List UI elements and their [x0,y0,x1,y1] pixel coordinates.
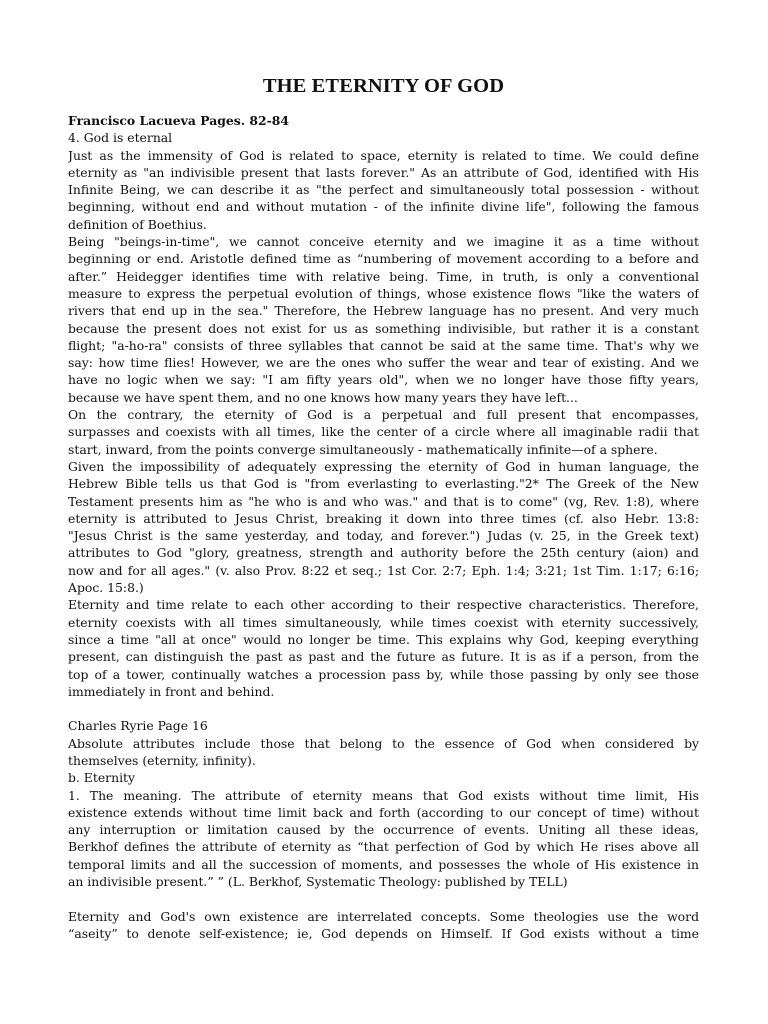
text-line: an indivisible present.” ” (L. Berkhof, Systematic Theology: published by TELL) [68,874,568,890]
text-line: because the present does not exist for us as something indivisible, but rather it is a constant [68,320,699,336]
text-line: themselves (eternity, infinity). [68,752,256,768]
text-line: Eternity and time relate to each other according to their respective characteristics. Therefore, [68,597,699,613]
text-line: Given the impossibility of adequately expressing the eternity of God in human language, the [68,458,699,474]
text-line: say: how time flies! However, we are the ones who suffer the wear and tear of existing. And we [68,355,699,371]
page-title: THE ETERNITY OF GOD [262,75,505,97]
text-line: Testament presents him as "he who is and who was." and that is to come" (vg, Rev. 1:8), where [68,493,699,509]
text-line: Infinite Being, we can describe it as "the perfect and simultaneously total possession - without [68,182,699,198]
document-page [68,0,699,942]
text-line: "Jesus Christ is the same yesterday, and today, and forever.") Judas (v. 25, in the Greek text) [68,528,699,544]
text-line: eternity is attributed to Jesus Christ, breaking it down into three times (cf. also Hebr. 13:8: [68,510,699,526]
text-line: On the contrary, the eternity of God is a perpetual and full present that encompasses, [68,407,699,423]
text-line: existence extends without time limit back and forth (according to our concept of time) without [68,804,699,820]
text-line: top of a tower, continually watches a procession pass by, while those passing by only see those [68,666,699,682]
text-line: eternity coexists with all times simultaneously, while times coexist with eternity successively, [68,614,699,630]
text-line: “aseity” to denote self-existence; ie, God depends on Himself. If God exists without a time [68,925,699,941]
text-line: b. Eternity [68,770,136,786]
document-body [68,112,699,942]
text-line: since a time "all at once" would no longer be time. This explains why God, keeping everything [68,631,699,647]
text-line: attributes to God "glory, greatness, strength and authority before the 25th century (aion) and [68,545,699,561]
text-line: start, inward, from the points converge simultaneously - mathematically infinite—of a sphere. [68,441,658,457]
text-line: because we have spent them, and no one knows how many years they have left... [68,389,578,405]
text-line: Absolute attributes include those that belong to the essence of God when considered by [68,735,699,751]
text-line: flight; "a-ho-ra" consists of three syllables that cannot be said at the same time. That's why we [68,337,699,353]
text-line: any interruption or limitation caused by the occurrence of events. Uniting all these ideas, [68,822,699,838]
text-line: Berkhof defines the attribute of eternity as “that perfection of God by which He rises above all [68,839,699,855]
text-line: beginning, without end and without mutation - of the infinite divine life", following the famous [68,199,699,215]
text-line: Charles Ryrie Page 16 [68,718,208,734]
blank-line [68,700,699,717]
text-line: after.” Heidegger identifies time with relative being. Time, in truth, is only a conventional [68,268,699,284]
text-line: surpasses and coexists with all times, like the center of a circle where all imaginable radii that [68,424,699,440]
text-line: definition of Boethius. [68,216,207,232]
text-line: immediately in front and behind. [68,683,275,699]
text-line: Eternity and God's own existence are interrelated concepts. Some theologies use the word [68,908,699,924]
text-line: Just as the immensity of God is related to space, eternity is related to time. We could define [68,147,699,163]
blank-line [68,890,699,907]
text-line: 4. God is eternal [68,130,173,146]
text-line: beginning or end. Aristotle defined time as “numbering of movement according to a before and [68,251,699,267]
text-line: Apoc. 15:8.) [68,580,144,596]
text-line: have no logic when we say: "I am fifty years old", when we no longer have those fifty years, [68,372,699,388]
text-line: present, can distinguish the past as past and the future as future. It is as if a person, from the [68,649,699,665]
text-line: rivers that end up in the sea." Therefore, the Hebrew language has no present. And very much [68,303,699,319]
text-line: measure to express the perpetual evolution of things, whose existence flows "like the waters of [68,285,699,301]
text-line: Being "beings-in-time", we cannot conceive eternity and we imagine it as a time without [68,234,699,250]
text-line: 1. The meaning. The attribute of eternity means that God exists without time limit, His [68,787,699,803]
text-line: eternity as "an indivisible present that lasts forever." As an attribute of God, identified with His [68,164,699,180]
section-author-heading: Francisco Lacueva Pages. 82-84 [68,113,290,128]
text-line: temporal limits and all the succession of moments, and possesses the whole of His existence in [68,856,699,872]
text-line: now and for all ages." (v. also Prov. 8:22 et seq.; 1st Cor. 2:7; Eph. 1:4; 3:21; 1st Tim. 1:17; 6:16; [68,562,699,578]
text-line: Hebrew Bible tells us that God is "from everlasting to everlasting."2* The Greek of the New [68,476,699,492]
